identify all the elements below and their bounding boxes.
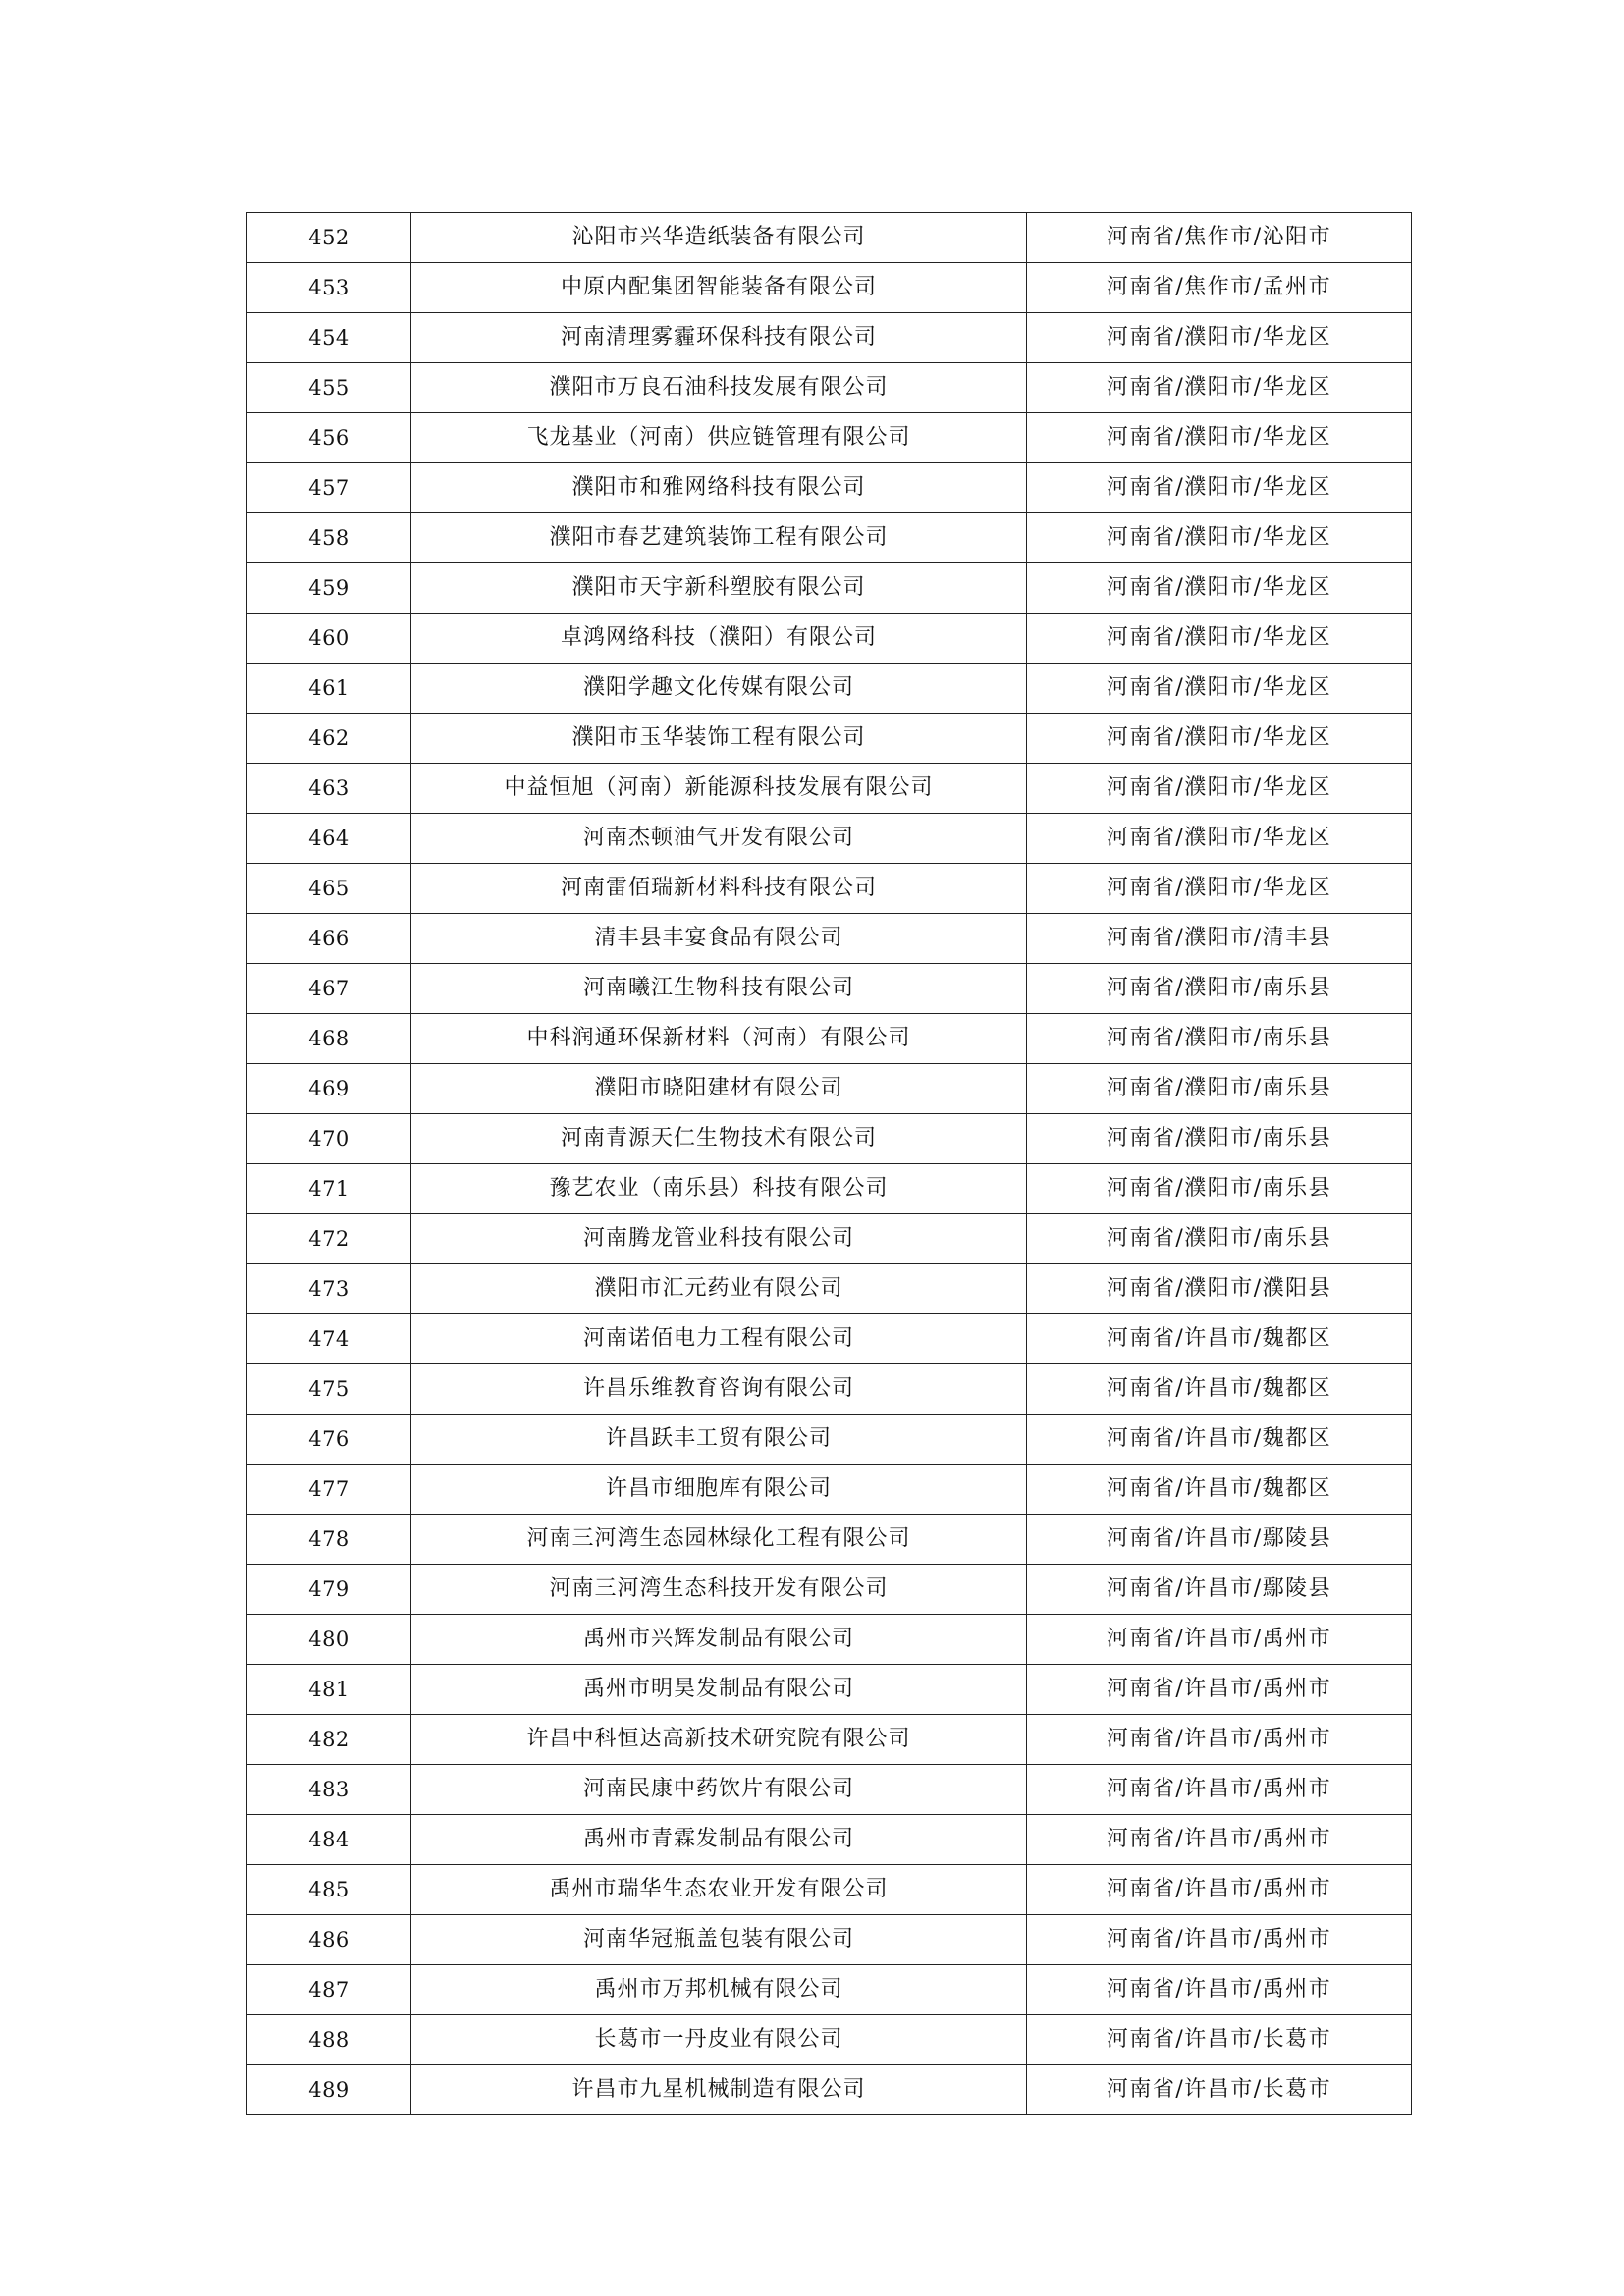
row-number: 489: [247, 2065, 411, 2115]
table-row: [247, 1264, 1412, 1314]
table-row: [247, 864, 1412, 914]
company-location: 河南省/濮阳市/华龙区: [1027, 563, 1412, 614]
table-row: [247, 1965, 1412, 2015]
company-location: 河南省/濮阳市/华龙区: [1027, 313, 1412, 363]
row-number: 473: [247, 1264, 411, 1314]
table-row: [247, 213, 1412, 263]
table-row: [247, 1715, 1412, 1765]
row-number: 484: [247, 1815, 411, 1865]
company-name: 濮阳市玉华装饰工程有限公司: [411, 714, 1027, 764]
table-row: [247, 1515, 1412, 1565]
table-row: [247, 1465, 1412, 1515]
company-location: 河南省/濮阳市/清丰县: [1027, 914, 1412, 964]
row-number: 463: [247, 764, 411, 814]
row-number: 485: [247, 1865, 411, 1915]
row-number: 480: [247, 1615, 411, 1665]
company-location: 河南省/濮阳市/华龙区: [1027, 363, 1412, 413]
table-row: [247, 1865, 1412, 1915]
table-row: [247, 1214, 1412, 1264]
company-name: 禹州市明昊发制品有限公司: [411, 1665, 1027, 1715]
company-location: 河南省/许昌市/魏都区: [1027, 1465, 1412, 1515]
row-number: 469: [247, 1064, 411, 1114]
company-name: 濮阳市和雅网络科技有限公司: [411, 463, 1027, 513]
table-row: [247, 1314, 1412, 1364]
company-name: 濮阳市万良石油科技发展有限公司: [411, 363, 1027, 413]
company-name: 卓鸿网络科技（濮阳）有限公司: [411, 614, 1027, 664]
table-body: [247, 213, 1412, 2115]
row-number: 454: [247, 313, 411, 363]
company-location: 河南省/濮阳市/南乐县: [1027, 1164, 1412, 1214]
row-number: 467: [247, 964, 411, 1014]
company-location: 河南省/许昌市/禹州市: [1027, 1765, 1412, 1815]
row-number: 475: [247, 1364, 411, 1415]
company-name: 河南三河湾生态园林绿化工程有限公司: [411, 1515, 1027, 1565]
company-name: 河南三河湾生态科技开发有限公司: [411, 1565, 1027, 1615]
company-name: 许昌中科恒达高新技术研究院有限公司: [411, 1715, 1027, 1765]
table-row: [247, 2015, 1412, 2065]
company-location: 河南省/濮阳市/华龙区: [1027, 463, 1412, 513]
company-location: 河南省/许昌市/魏都区: [1027, 1364, 1412, 1415]
company-location: 河南省/许昌市/鄢陵县: [1027, 1565, 1412, 1615]
table-row: [247, 563, 1412, 614]
row-number: 474: [247, 1314, 411, 1364]
company-name: 沁阳市兴华造纸装备有限公司: [411, 213, 1027, 263]
company-name: 濮阳市晓阳建材有限公司: [411, 1064, 1027, 1114]
table-row: [247, 914, 1412, 964]
company-name: 许昌市细胞库有限公司: [411, 1465, 1027, 1515]
company-location: 河南省/濮阳市/南乐县: [1027, 1214, 1412, 1264]
row-number: 470: [247, 1114, 411, 1164]
row-number: 486: [247, 1915, 411, 1965]
row-number: 468: [247, 1014, 411, 1064]
row-number: 453: [247, 263, 411, 313]
company-location: 河南省/许昌市/魏都区: [1027, 1415, 1412, 1465]
company-name: 濮阳市天宇新科塑胶有限公司: [411, 563, 1027, 614]
company-location: 河南省/许昌市/禹州市: [1027, 1615, 1412, 1665]
row-number: 483: [247, 1765, 411, 1815]
company-name: 禹州市兴辉发制品有限公司: [411, 1615, 1027, 1665]
row-number: 464: [247, 814, 411, 864]
company-location: 河南省/许昌市/鄢陵县: [1027, 1515, 1412, 1565]
company-name: 濮阳市春艺建筑装饰工程有限公司: [411, 513, 1027, 563]
company-name: 中原内配集团智能装备有限公司: [411, 263, 1027, 313]
table-row: [247, 1415, 1412, 1465]
table-row: [247, 513, 1412, 563]
company-name: 河南腾龙管业科技有限公司: [411, 1214, 1027, 1264]
table-row: [247, 714, 1412, 764]
row-number: 479: [247, 1565, 411, 1615]
row-number: 466: [247, 914, 411, 964]
table-row: [247, 1064, 1412, 1114]
table-row: [247, 1114, 1412, 1164]
row-number: 488: [247, 2015, 411, 2065]
company-name: 中科润通环保新材料（河南）有限公司: [411, 1014, 1027, 1064]
table-row: [247, 2065, 1412, 2115]
company-location: 河南省/濮阳市/南乐县: [1027, 1014, 1412, 1064]
company-name: 中益恒旭（河南）新能源科技发展有限公司: [411, 764, 1027, 814]
company-name: 许昌跃丰工贸有限公司: [411, 1415, 1027, 1465]
company-name: 濮阳市汇元药业有限公司: [411, 1264, 1027, 1314]
company-location: 河南省/濮阳市/南乐县: [1027, 1064, 1412, 1114]
company-location: 河南省/濮阳市/华龙区: [1027, 664, 1412, 714]
company-name: 河南青源天仁生物技术有限公司: [411, 1114, 1027, 1164]
company-name: 长葛市一丹皮业有限公司: [411, 2015, 1027, 2065]
company-location: 河南省/濮阳市/华龙区: [1027, 714, 1412, 764]
table-row: [247, 363, 1412, 413]
company-location: 河南省/许昌市/禹州市: [1027, 1715, 1412, 1765]
row-number: 487: [247, 1965, 411, 2015]
table-row: [247, 1565, 1412, 1615]
table-row: [247, 463, 1412, 513]
company-location: 河南省/濮阳市/南乐县: [1027, 964, 1412, 1014]
company-name: 飞龙基业（河南）供应链管理有限公司: [411, 413, 1027, 463]
row-number: 462: [247, 714, 411, 764]
company-location: 河南省/濮阳市/华龙区: [1027, 413, 1412, 463]
company-location: 河南省/焦作市/孟州市: [1027, 263, 1412, 313]
row-number: 455: [247, 363, 411, 413]
company-name: 禹州市万邦机械有限公司: [411, 1965, 1027, 2015]
table-row: [247, 313, 1412, 363]
table-row: [247, 1164, 1412, 1214]
company-name: 清丰县丰宴食品有限公司: [411, 914, 1027, 964]
row-number: 465: [247, 864, 411, 914]
company-location: 河南省/濮阳市/濮阳县: [1027, 1264, 1412, 1314]
company-location: 河南省/许昌市/长葛市: [1027, 2015, 1412, 2065]
company-location: 河南省/焦作市/沁阳市: [1027, 213, 1412, 263]
row-number: 481: [247, 1665, 411, 1715]
company-location: 河南省/濮阳市/南乐县: [1027, 1114, 1412, 1164]
company-name: 河南民康中药饮片有限公司: [411, 1765, 1027, 1815]
row-number: 472: [247, 1214, 411, 1264]
table-row: [247, 964, 1412, 1014]
table-row: [247, 764, 1412, 814]
table-row: [247, 1014, 1412, 1064]
company-name: 禹州市瑞华生态农业开发有限公司: [411, 1865, 1027, 1915]
row-number: 460: [247, 614, 411, 664]
company-name: 河南清理雾霾环保科技有限公司: [411, 313, 1027, 363]
company-location: 河南省/许昌市/魏都区: [1027, 1314, 1412, 1364]
row-number: 482: [247, 1715, 411, 1765]
company-name: 禹州市青霖发制品有限公司: [411, 1815, 1027, 1865]
company-location: 河南省/濮阳市/华龙区: [1027, 513, 1412, 563]
table-row: [247, 263, 1412, 313]
table-row: [247, 1364, 1412, 1415]
table-row: [247, 664, 1412, 714]
company-location: 河南省/濮阳市/华龙区: [1027, 814, 1412, 864]
table-row: [247, 1915, 1412, 1965]
company-location: 河南省/许昌市/禹州市: [1027, 1865, 1412, 1915]
company-name: 濮阳学趣文化传媒有限公司: [411, 664, 1027, 714]
table-row: [247, 614, 1412, 664]
company-list-table: [246, 212, 1412, 2115]
company-location: 河南省/许昌市/禹州市: [1027, 1915, 1412, 1965]
row-number: 452: [247, 213, 411, 263]
row-number: 461: [247, 664, 411, 714]
row-number: 458: [247, 513, 411, 563]
company-name: 河南诺佰电力工程有限公司: [411, 1314, 1027, 1364]
table-row: [247, 1615, 1412, 1665]
company-name: 许昌乐维教育咨询有限公司: [411, 1364, 1027, 1415]
table-row: [247, 413, 1412, 463]
table-row: [247, 814, 1412, 864]
company-location: 河南省/濮阳市/华龙区: [1027, 764, 1412, 814]
company-name: 河南华冠瓶盖包装有限公司: [411, 1915, 1027, 1965]
company-location: 河南省/濮阳市/华龙区: [1027, 614, 1412, 664]
company-name: 河南曦江生物科技有限公司: [411, 964, 1027, 1014]
company-name: 许昌市九星机械制造有限公司: [411, 2065, 1027, 2115]
company-name: 河南杰顿油气开发有限公司: [411, 814, 1027, 864]
row-number: 477: [247, 1465, 411, 1515]
company-name: 豫艺农业（南乐县）科技有限公司: [411, 1164, 1027, 1214]
row-number: 457: [247, 463, 411, 513]
company-location: 河南省/许昌市/禹州市: [1027, 1815, 1412, 1865]
company-location: 河南省/许昌市/禹州市: [1027, 1965, 1412, 2015]
row-number: 471: [247, 1164, 411, 1214]
row-number: 478: [247, 1515, 411, 1565]
company-location: 河南省/濮阳市/华龙区: [1027, 864, 1412, 914]
company-location: 河南省/许昌市/长葛市: [1027, 2065, 1412, 2115]
table-row: [247, 1665, 1412, 1715]
table-row: [247, 1815, 1412, 1865]
row-number: 456: [247, 413, 411, 463]
row-number: 459: [247, 563, 411, 614]
table-row: [247, 1765, 1412, 1815]
company-location: 河南省/许昌市/禹州市: [1027, 1665, 1412, 1715]
company-name: 河南雷佰瑞新材料科技有限公司: [411, 864, 1027, 914]
row-number: 476: [247, 1415, 411, 1465]
